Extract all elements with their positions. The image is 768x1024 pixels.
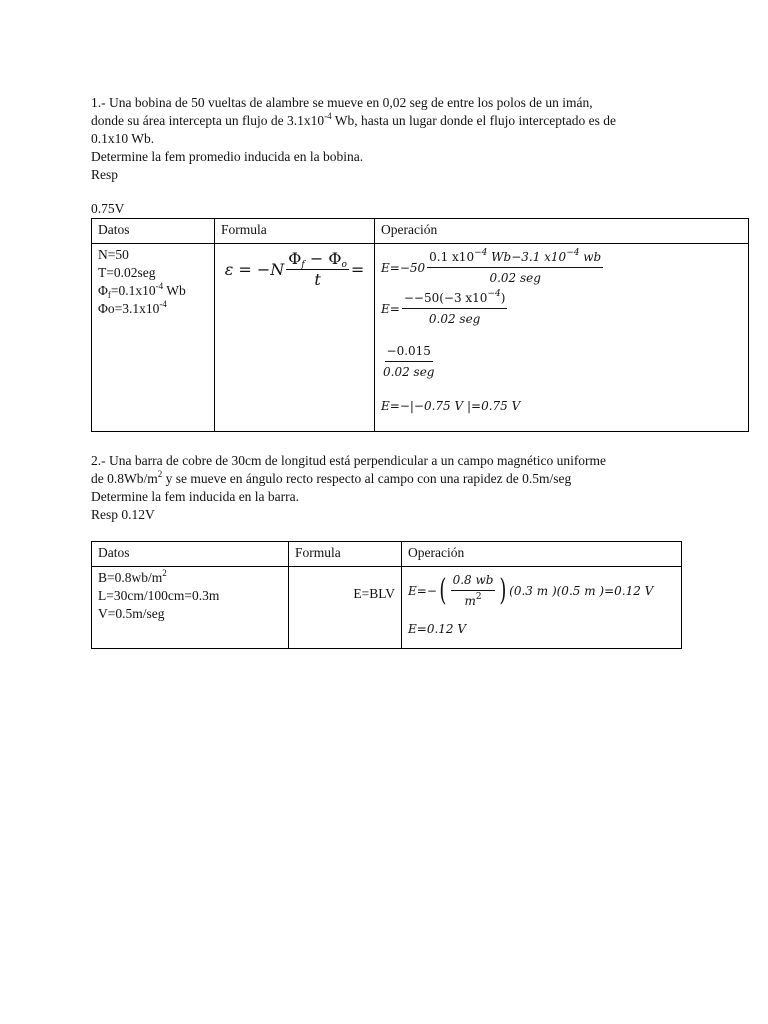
problem-2-question: Determine la fem inducida en la barra. — [91, 489, 300, 504]
problem-1-line-2-exponent: -4 — [324, 111, 332, 121]
operacion-cell — [375, 244, 749, 432]
phi-f-exponent: -4 — [155, 281, 164, 291]
step-1-numerator: 0.8 wb — [451, 571, 496, 591]
table-row — [92, 244, 749, 432]
step-3-denominator: 0.02 seg — [383, 365, 435, 379]
phi-f-unit: Wb — [163, 283, 186, 298]
problem-1-line-3: 0.1x10 Wb. — [91, 131, 155, 146]
phi-o-subscript: o — [341, 260, 347, 270]
problem-1-table — [91, 218, 749, 432]
step-3-fraction — [381, 342, 436, 381]
phi-f-symbol: Φ — [98, 283, 108, 298]
step-2-num-exp: −4 — [487, 289, 501, 299]
operation-step-1 — [408, 571, 675, 610]
step-2-numerator — [402, 289, 508, 309]
operation-step-2 — [381, 289, 742, 328]
header-operacion: Operación — [375, 219, 749, 244]
phi-f-symbol: Φ — [288, 249, 302, 268]
step-1-rest: (0.3 m )(0.5 m )=0.12 V — [509, 583, 654, 598]
datos-phi-o — [98, 300, 208, 318]
datos-b-value: B=0.8wb/m — [98, 570, 163, 585]
step-2-num-end: ) — [500, 291, 506, 305]
problem-2-line-2-exponent: 2 — [157, 469, 163, 479]
formula-numerator — [286, 250, 349, 270]
step-1-fraction — [451, 571, 496, 610]
phi-o-exponent: -4 — [159, 299, 167, 309]
step-1-lhs: E=− — [408, 583, 437, 598]
problem-1-question: Determine la fem promedio inducida en la bobina. — [91, 149, 364, 164]
left-paren: ( — [439, 572, 447, 608]
formula-ebv: E=BLV — [353, 586, 395, 601]
step-1-denominator: 0.02 seg — [489, 271, 541, 285]
step-2-num: −−50(−3 x10 — [403, 291, 488, 305]
formula-cell — [289, 567, 402, 649]
step-1-denominator — [462, 591, 483, 610]
problem-2-statement — [91, 452, 691, 524]
step-1-num-b-exp: −4 — [566, 248, 580, 258]
problem-2-resp: Resp 0.12V — [91, 507, 155, 522]
problem-2-line-2 — [91, 470, 691, 488]
operation-step-4: E=−|−0.75 V |=0.75 V — [381, 399, 521, 413]
problem-1-statement — [91, 94, 691, 184]
operation-step-3 — [381, 342, 742, 381]
datos-b — [98, 569, 282, 587]
problem-2-table — [91, 541, 682, 649]
header-formula: Formula — [289, 542, 402, 567]
step-1-num-b: Wb−3.1 x10 — [487, 250, 567, 264]
header-datos: Datos — [92, 542, 289, 567]
phi-o-value: Φo=3.1x10 — [98, 301, 160, 316]
datos-cell — [92, 567, 289, 649]
datos-cell — [92, 244, 215, 432]
phi-f-subscript: f — [301, 260, 305, 270]
right-paren: ) — [499, 572, 507, 608]
phi-f-value: =0.1x10 — [110, 283, 156, 298]
step-1-num-a-exp: −4 — [474, 248, 488, 258]
datos-l: L=30cm/100cm=0.3m — [98, 588, 220, 603]
problem-1-line-2-b: Wb, hasta un lugar donde el flujo interceptado es de — [331, 113, 616, 128]
operation-step-1 — [381, 248, 742, 287]
step-1-numerator — [427, 248, 603, 268]
formula-lhs: ε = −N — [224, 259, 285, 279]
step-1-num-a: 0.1 x10 — [429, 250, 475, 264]
table-header-row — [92, 219, 749, 244]
problem-2-line-2-a: de 0.8Wb/m — [91, 471, 158, 486]
step-2-denominator: 0.02 seg — [428, 312, 481, 326]
phi-o-symbol: Φ — [328, 249, 342, 268]
problem-1-answer: 0.75V — [91, 201, 125, 216]
phi-f-subscript: f — [107, 290, 111, 300]
header-operacion: Operación — [402, 542, 682, 567]
step-2-lhs: E= — [381, 301, 400, 316]
table-header-row — [92, 542, 682, 567]
operation-step-2: E=0.12 V — [408, 622, 467, 636]
step-3-numerator: −0.015 — [385, 342, 433, 362]
formula-fraction — [286, 250, 349, 289]
problem-1-line-2-a: donde su área intercepta un flujo de 3.1x10 — [91, 113, 325, 128]
datos-phi-f — [98, 282, 208, 300]
minus-sign: − — [304, 249, 329, 268]
faraday-formula — [221, 250, 368, 289]
problem-2-line-2-b: y se mueve en ángulo recto respecto al campo con una rapidez de 0.5m/seg — [162, 471, 572, 486]
datos-n: N=50 — [98, 247, 129, 262]
problem-2-line-1: 2.- Una barra de cobre de 30cm de longitud está perpendicular a un campo magnético uniforme — [91, 453, 607, 468]
step-1-den-unit: m — [464, 594, 476, 608]
formula-equals: = — [350, 259, 365, 279]
header-formula: Formula — [215, 219, 375, 244]
problem-1-line-2 — [91, 112, 691, 130]
formula-cell — [215, 244, 375, 432]
datos-v: V=0.5m/seg — [98, 606, 165, 621]
formula-denominator: t — [314, 270, 321, 289]
step-1-lhs: E=−50 — [381, 260, 426, 275]
table-row — [92, 567, 682, 649]
problem-1-line-1: 1.- Una bobina de 50 vueltas de alambre se mueve en 0,02 seg de entre los polos de un imán, — [91, 95, 593, 110]
step-1-num-c: wb — [579, 250, 602, 264]
datos-b-exponent: 2 — [162, 568, 167, 578]
step-1-den-exp: 2 — [475, 592, 482, 602]
step-2-fraction — [402, 289, 508, 328]
datos-t: T=0.02seg — [98, 265, 156, 280]
header-datos: Datos — [92, 219, 215, 244]
step-1-fraction — [427, 248, 603, 287]
operacion-cell — [402, 567, 682, 649]
problem-1-resp-label: Resp — [91, 167, 118, 182]
